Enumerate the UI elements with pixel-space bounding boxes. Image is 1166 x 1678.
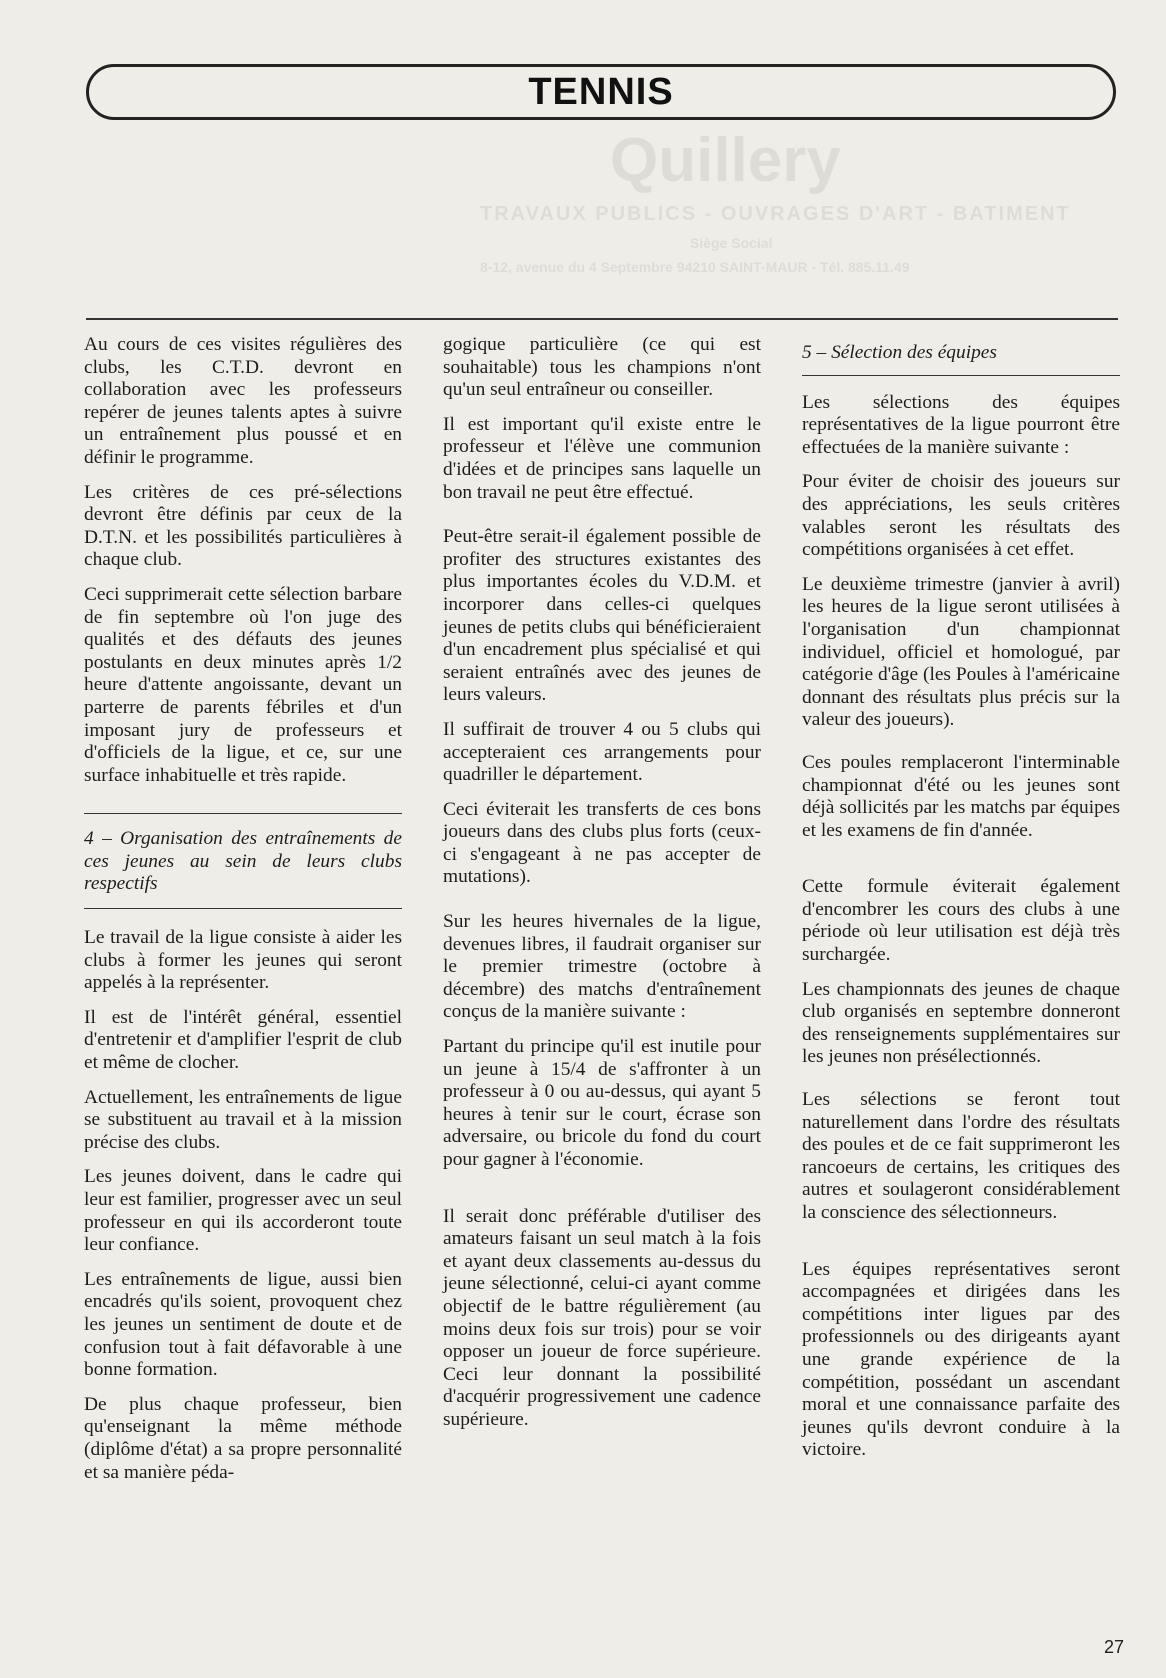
paragraph: Il suffirait de trouver 4 ou 5 clubs qui accepteraient ces arrangements pour quadriller le département. bbox=[443, 718, 761, 786]
title-banner bbox=[86, 64, 1116, 120]
paragraph: Au cours de ces visites régulières des clubs, les C.T.D. devront en collaboration avec les professeurs repérer de jeunes talents aptes à suivre un entraînement plus poussé et en définir le programme. bbox=[84, 334, 402, 468]
ghost-ad-name: Quillery bbox=[610, 126, 841, 195]
column-3 bbox=[802, 334, 1120, 1474]
ghost-ad-line1: TRAVAUX PUBLICS - OUVRAGES D'ART - BATIMENT bbox=[480, 203, 1071, 225]
paragraph: Actuellement, les entraînements de ligue se substituent au travail et à la mission précise des clubs. bbox=[84, 1086, 402, 1153]
paragraph: Ces poules remplaceront l'interminable championnat d'été ou les jeunes sont déjà sollicités par les matchs par équipes et les examens de fin d'année. bbox=[802, 751, 1120, 841]
paragraph: gogique particulière (ce qui est souhaitable) tous les champions n'ont qu'un seul entraîneur ou conseiller. bbox=[443, 334, 761, 401]
section-divider bbox=[802, 375, 1120, 376]
column-1 bbox=[84, 334, 402, 1496]
paragraph: Peut-être serait-il également possible de profiter des structures existantes des plus importantes écoles du V.D.M. et incorporer dans celles-ci quelques jeunes de petits clubs qui bénéficieraient d'un encadrement plus spécialisé et qui seraient entraînés avec des jeunes de leurs valeurs. bbox=[443, 526, 761, 706]
paragraph: Ceci éviterait les transferts de ces bons joueurs dans des clubs plus forts (ceux-ci s'engageant à ne pas accepter de mutations). bbox=[443, 798, 761, 888]
paragraph: Les championnats des jeunes de chaque club organisés en septembre donneront des renseignements supplémentaires sur les jeunes non présélectionnés. bbox=[802, 978, 1120, 1068]
ghost-ad-line2: Siège Social bbox=[690, 235, 773, 251]
paragraph: Il est important qu'il existe entre le professeur et l'élève une communion d'idées et de principes sans laquelle un bon travail ne peut être effectué. bbox=[443, 413, 761, 503]
paragraph: Les équipes représentatives seront accompagnées et dirigées dans les compétitions inter ligues par des professionnels ou des dirigeants ayant une grande expérience de la compétition, possédant un ascendant moral et une connaissance parfaite des jeunes qu'ils devront conduire à la victoire. bbox=[802, 1258, 1120, 1461]
paragraph: Le deuxième trimestre (janvier à avril) les heures de la ligue seront utilisées à l'organisation d'un championnat individuel, officiel et homologué, par catégorie d'âge (les Poules à l'américaine donnant des résultats plus précis sur la valeur des joueurs). bbox=[802, 573, 1120, 731]
section-divider bbox=[84, 813, 402, 814]
paragraph: Les jeunes doivent, dans le cadre qui leur est familier, progresser avec un seul professeur en qui ils accorderont toute leur confiance. bbox=[84, 1166, 402, 1256]
paragraph: Les sélections des équipes représentatives de la ligue pourront être effectuées de la manière suivante : bbox=[802, 391, 1120, 458]
section-divider bbox=[84, 908, 402, 909]
paragraph: Les critères de ces pré-sélections devront être définis par ceux de la D.T.N. et les possibilités particulières à chaque club. bbox=[84, 481, 402, 571]
paragraph: Ceci supprimerait cette sélection barbare de fin septembre où l'on juge des qualités et des défauts des jeunes postulants en deux minutes après 1/2 heure d'attente angoissante, devant un parterre de parents fébriles et d'un imposant jury de professeurs et d'officiels de la ligue, et ce, sur une surface inhabituelle et très rapide. bbox=[84, 583, 402, 786]
paragraph: Les sélections se feront tout naturellement dans l'ordre des résultats des poules et de ce fait supprimeront les rancoeurs de certains, les critiques des autres et soulageront considérablement la conscience des sélectionneurs. bbox=[802, 1089, 1120, 1223]
paragraph: Il est de l'intérêt général, essentiel d'entretenir et d'amplifier l'esprit de club et même de clocher. bbox=[84, 1006, 402, 1074]
page-number: 27 bbox=[1104, 1637, 1125, 1657]
show-through-advertisement bbox=[90, 125, 1120, 315]
paragraph: Cette formule éviterait également d'encombrer les cours des clubs à une période où leur utilisation est déjà très surchargée. bbox=[802, 876, 1120, 966]
paragraph: Pour éviter de choisir des joueurs sur des appréciations, les seuls critères valables seront les résultats des compétitions organisées à cet effet. bbox=[802, 471, 1120, 561]
paragraph: Les entraînements de ligue, aussi bien encadrés qu'ils soient, provoquent chez les jeunes un sentiment de doute et de confusion tout à fait défavorable à une bonne formation. bbox=[84, 1268, 402, 1381]
ghost-ad-line3: 8-12, avenue du 4 Septembre 94210 SAINT-MAUR - Tél. 885.11.49 bbox=[480, 259, 910, 275]
page-title: TENNIS bbox=[528, 70, 674, 113]
paragraph: Sur les heures hivernales de la ligue, devenues libres, il faudrait organiser sur le premier trimestre (octobre à décembre) des matchs d'entraînement conçus de la manière suivante : bbox=[443, 911, 761, 1023]
column-2 bbox=[443, 334, 761, 1444]
paragraph: Il serait donc préférable d'utiliser des amateurs faisant un seul match à la fois et ayant deux classements au-dessus du jeune sélectionné, celui-ci ayant comme objectif de le battre régulièrement (au moins deux fois sur trois) pour se voir opposer un joueur de force supérieure. Ceci leur donnant la possibilité d'acquérir progressivement une cadence supérieure. bbox=[443, 1205, 761, 1430]
header-rule bbox=[86, 318, 1118, 320]
section-heading-5: 5 – Sélection des équipes bbox=[802, 342, 997, 363]
paragraph: Le travail de la ligue consiste à aider les clubs à former les jeunes qui seront appelés à la représenter. bbox=[84, 927, 402, 994]
section-heading-4: 4 – Organisation des entraînements de ces jeunes au sein de leurs clubs respectifs bbox=[84, 828, 402, 895]
paragraph: De plus chaque professeur, bien qu'enseignant la même méthode (diplôme d'état) a sa propre personnalité et sa manière péda- bbox=[84, 1393, 402, 1483]
paragraph: Partant du principe qu'il est inutile pour un jeune à 15/4 de s'affronter à un professeur à 0 ou au-dessus, qui ayant 5 heures à tenir sur le court, écrase son adversaire, ou bricole du fond du court pour gagner à l'économie. bbox=[443, 1036, 761, 1170]
